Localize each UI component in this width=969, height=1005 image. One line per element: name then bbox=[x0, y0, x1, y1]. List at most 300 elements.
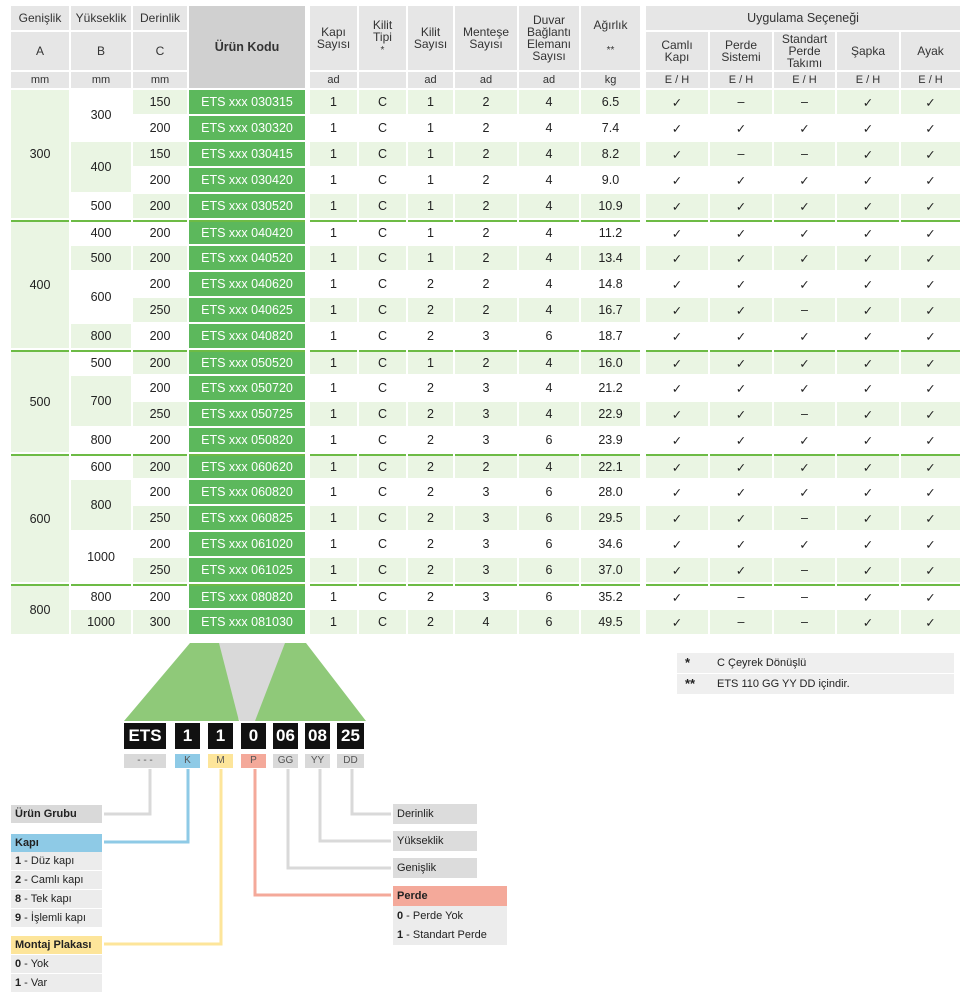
table-row bbox=[646, 298, 960, 322]
legend-item-text: Standart Perde bbox=[412, 929, 487, 941]
table-row bbox=[646, 324, 960, 348]
weight-cell: 28.0 bbox=[581, 480, 640, 504]
lock_type-cell: C bbox=[359, 298, 406, 322]
check-icon: ✓ bbox=[901, 376, 960, 400]
depth-cell: 250 bbox=[133, 402, 187, 426]
check-icon: ✓ bbox=[901, 454, 960, 478]
table-row bbox=[646, 168, 960, 192]
option-header-1 bbox=[710, 32, 772, 70]
depth-cell: 250 bbox=[133, 558, 187, 582]
hinges-cell: 2 bbox=[455, 116, 517, 140]
code-segment-label: M bbox=[208, 754, 233, 768]
check-icon: ✓ bbox=[774, 454, 835, 478]
option-unit: E / H bbox=[837, 72, 899, 88]
doors-cell: 1 bbox=[310, 246, 357, 270]
code-box-1: 1 bbox=[175, 723, 200, 749]
lock_type-cell: C bbox=[359, 350, 406, 374]
locks-cell: 1 bbox=[408, 194, 453, 218]
depth-cell: 200 bbox=[133, 272, 187, 296]
table-row bbox=[646, 376, 960, 400]
table-row bbox=[646, 402, 960, 426]
code-segment-label: P bbox=[241, 754, 266, 768]
weight-cell: 22.1 bbox=[581, 454, 640, 478]
table-row bbox=[310, 298, 640, 322]
check-icon: ✓ bbox=[710, 194, 772, 218]
legend-item-number: 1 bbox=[397, 929, 404, 941]
hinges-cell: 2 bbox=[455, 168, 517, 192]
check-icon: ✓ bbox=[901, 402, 960, 426]
doors-cell: 1 bbox=[310, 350, 357, 374]
check-icon: ✓ bbox=[646, 402, 708, 426]
doors-cell: 1 bbox=[310, 584, 357, 608]
check-icon: ✓ bbox=[901, 324, 960, 348]
locks-cell: 2 bbox=[408, 402, 453, 426]
spec-header-line: ** bbox=[606, 45, 615, 56]
check-icon: ✓ bbox=[646, 610, 708, 634]
legend-item-number: 0 bbox=[15, 958, 22, 970]
table-row bbox=[11, 220, 305, 244]
wall-cell: 4 bbox=[519, 376, 579, 400]
wall-cell: 6 bbox=[519, 324, 579, 348]
weight-cell: 21.2 bbox=[581, 376, 640, 400]
check-icon: ✓ bbox=[646, 376, 708, 400]
product-code-cell: ETS xxx 040420 bbox=[189, 220, 305, 244]
check-icon: ✓ bbox=[901, 558, 960, 582]
spec-header-line: Kilit bbox=[372, 18, 393, 32]
locks-cell: 2 bbox=[408, 506, 453, 530]
check-icon: ✓ bbox=[646, 90, 708, 114]
check-icon: ✓ bbox=[837, 220, 899, 244]
doors-cell: 1 bbox=[310, 298, 357, 322]
product-code-cell: ETS xxx 061025 bbox=[189, 558, 305, 582]
check-icon: ✓ bbox=[901, 246, 960, 270]
product-code-cell: ETS xxx 060620 bbox=[189, 454, 305, 478]
check-icon: ✓ bbox=[710, 480, 772, 504]
spec-header-line: Sayısı bbox=[469, 37, 503, 51]
check-icon: ✓ bbox=[837, 506, 899, 530]
hinges-cell: 2 bbox=[455, 194, 517, 218]
table-row bbox=[646, 428, 960, 452]
dash-icon: – bbox=[710, 610, 772, 634]
width-unit: mm bbox=[11, 72, 69, 88]
lock_type-cell: C bbox=[359, 324, 406, 348]
hinges-cell: 3 bbox=[455, 428, 517, 452]
spec-unit: kg bbox=[581, 72, 640, 88]
check-icon: ✓ bbox=[774, 376, 835, 400]
check-icon: ✓ bbox=[774, 324, 835, 348]
doors-cell: 1 bbox=[310, 480, 357, 504]
check-icon: ✓ bbox=[901, 298, 960, 322]
depth-cell: 200 bbox=[133, 584, 187, 608]
table-row bbox=[310, 116, 640, 140]
wall-cell: 6 bbox=[519, 428, 579, 452]
lock_type-cell: C bbox=[359, 610, 406, 634]
check-icon: ✓ bbox=[837, 558, 899, 582]
check-icon: ✓ bbox=[774, 220, 835, 244]
option-header-line: Takımı bbox=[786, 56, 823, 70]
doors-cell: 1 bbox=[310, 272, 357, 296]
table-row bbox=[646, 194, 960, 218]
note-text: C Çeyrek Dönüşlü bbox=[717, 657, 807, 669]
wall-cell: 4 bbox=[519, 142, 579, 166]
locks-cell: 2 bbox=[408, 480, 453, 504]
depth-cell: 200 bbox=[133, 168, 187, 192]
product-code-cell: ETS xxx 040625 bbox=[189, 298, 305, 322]
spec-header-line: Duvar bbox=[532, 13, 565, 27]
product-code-cell: ETS xxx 040620 bbox=[189, 272, 305, 296]
width-cell: 300 bbox=[11, 90, 69, 218]
code-segment-label: - - - bbox=[124, 754, 166, 768]
hinges-cell: 3 bbox=[455, 480, 517, 504]
check-icon: ✓ bbox=[901, 272, 960, 296]
check-icon: ✓ bbox=[710, 116, 772, 140]
table-row bbox=[646, 480, 960, 504]
option-unit: E / H bbox=[901, 72, 960, 88]
table-row bbox=[310, 90, 640, 114]
legend-item: 1 - Var bbox=[11, 974, 102, 992]
wall-cell: 6 bbox=[519, 610, 579, 634]
legend-item: 9 - İşlemli kapı bbox=[11, 909, 102, 927]
legend-item-text: Var bbox=[30, 977, 48, 989]
weight-cell: 37.0 bbox=[581, 558, 640, 582]
option-header-3 bbox=[837, 32, 899, 70]
check-icon: ✓ bbox=[646, 246, 708, 270]
table-row bbox=[310, 532, 640, 556]
height-cell: 1000 bbox=[71, 532, 131, 582]
legend-item-number: 9 bbox=[15, 912, 22, 924]
code-box-0: ETS bbox=[124, 723, 166, 749]
depth-cell: 150 bbox=[133, 142, 187, 166]
check-icon: ✓ bbox=[710, 324, 772, 348]
check-icon: ✓ bbox=[901, 142, 960, 166]
locks-cell: 1 bbox=[408, 350, 453, 374]
options-table bbox=[644, 4, 962, 636]
hinges-cell: 2 bbox=[455, 246, 517, 270]
depth-cell: 200 bbox=[133, 116, 187, 140]
product-code-cell: ETS xxx 030520 bbox=[189, 194, 305, 218]
legend-item-number: 8 bbox=[15, 893, 22, 905]
hinges-cell: 3 bbox=[455, 402, 517, 426]
check-icon: ✓ bbox=[837, 246, 899, 270]
lock_type-cell: C bbox=[359, 376, 406, 400]
option-header-line: Ayak bbox=[917, 44, 944, 58]
table-row bbox=[310, 350, 640, 374]
height-cell: 800 bbox=[71, 428, 131, 452]
check-icon: ✓ bbox=[774, 350, 835, 374]
code-segment-label: GG bbox=[273, 754, 298, 768]
legend-item-text: Düz kapı bbox=[30, 855, 75, 867]
height-cell: 600 bbox=[71, 272, 131, 322]
check-icon: ✓ bbox=[837, 428, 899, 452]
depth-cell: 300 bbox=[133, 610, 187, 634]
wall-cell: 4 bbox=[519, 220, 579, 244]
check-icon: ✓ bbox=[774, 272, 835, 296]
hinges-cell: 3 bbox=[455, 506, 517, 530]
check-icon: ✓ bbox=[837, 376, 899, 400]
option-header-line: Kapı bbox=[664, 50, 690, 64]
table-row bbox=[11, 90, 305, 114]
dash-icon: – bbox=[774, 584, 835, 608]
doors-cell: 1 bbox=[310, 506, 357, 530]
table-row bbox=[310, 454, 640, 478]
locks-cell: 2 bbox=[408, 610, 453, 634]
check-icon: ✓ bbox=[901, 584, 960, 608]
dash-icon: – bbox=[710, 142, 772, 166]
product-code-cell: ETS xxx 060820 bbox=[189, 480, 305, 504]
doors-cell: 1 bbox=[310, 220, 357, 244]
table-row bbox=[310, 558, 640, 582]
option-header-line: Perde bbox=[788, 44, 821, 58]
legend-item-number: 1 bbox=[15, 977, 22, 989]
connector-derinlik bbox=[352, 769, 391, 814]
table-row bbox=[646, 532, 960, 556]
spec-header-2 bbox=[408, 6, 453, 70]
weight-cell: 10.9 bbox=[581, 194, 640, 218]
spec-header-4 bbox=[519, 6, 579, 70]
option-header-4 bbox=[901, 32, 960, 70]
product-code-cell: ETS xxx 040820 bbox=[189, 324, 305, 348]
doors-cell: 1 bbox=[310, 142, 357, 166]
check-icon: ✓ bbox=[710, 350, 772, 374]
width-cell: 800 bbox=[11, 584, 69, 634]
product-code-cell: ETS xxx 060825 bbox=[189, 506, 305, 530]
lock_type-cell: C bbox=[359, 532, 406, 556]
check-icon: ✓ bbox=[901, 220, 960, 244]
wall-cell: 4 bbox=[519, 90, 579, 114]
product-code-cell: ETS xxx 081030 bbox=[189, 610, 305, 634]
legend-height: Yükseklik bbox=[393, 831, 477, 851]
doors-cell: 1 bbox=[310, 90, 357, 114]
width-header: Genişlik bbox=[11, 6, 69, 30]
hinges-cell: 2 bbox=[455, 298, 517, 322]
locks-cell: 1 bbox=[408, 246, 453, 270]
doors-cell: 1 bbox=[310, 454, 357, 478]
table-row bbox=[646, 610, 960, 634]
depth-letter: C bbox=[133, 32, 187, 70]
option-header-0 bbox=[646, 32, 708, 70]
height-letter: B bbox=[71, 32, 131, 70]
table-row bbox=[646, 350, 960, 374]
check-icon: ✓ bbox=[710, 454, 772, 478]
weight-cell: 23.9 bbox=[581, 428, 640, 452]
lock_type-cell: C bbox=[359, 454, 406, 478]
depth-cell: 200 bbox=[133, 454, 187, 478]
product-code-cell: ETS xxx 050520 bbox=[189, 350, 305, 374]
lock_type-cell: C bbox=[359, 168, 406, 192]
table-row bbox=[646, 142, 960, 166]
lock_type-cell: C bbox=[359, 90, 406, 114]
weight-cell: 22.9 bbox=[581, 402, 640, 426]
check-icon: ✓ bbox=[837, 454, 899, 478]
table-row bbox=[310, 324, 640, 348]
spec-unit: ad bbox=[519, 72, 579, 88]
legend-item-number: 0 bbox=[397, 910, 404, 922]
check-icon: ✓ bbox=[646, 298, 708, 322]
locks-cell: 2 bbox=[408, 272, 453, 296]
spec-header-3 bbox=[455, 6, 517, 70]
code-box-5: 08 bbox=[305, 723, 330, 749]
lock_type-cell: C bbox=[359, 480, 406, 504]
check-icon: ✓ bbox=[774, 428, 835, 452]
legend-item: 8 - Tek kapı bbox=[11, 890, 102, 908]
note-ets-110 bbox=[677, 674, 954, 694]
table-row bbox=[310, 376, 640, 400]
weight-cell: 18.7 bbox=[581, 324, 640, 348]
connector-genislik bbox=[288, 769, 391, 868]
locks-cell: 2 bbox=[408, 532, 453, 556]
width-cell: 500 bbox=[11, 350, 69, 452]
weight-cell: 8.2 bbox=[581, 142, 640, 166]
check-icon: ✓ bbox=[774, 532, 835, 556]
legend-item: 2 - Camlı kapı bbox=[11, 871, 102, 889]
check-icon: ✓ bbox=[646, 532, 708, 556]
legend-item: 1 - Düz kapı bbox=[11, 852, 102, 870]
spec-header-1 bbox=[359, 6, 406, 70]
weight-cell: 34.6 bbox=[581, 532, 640, 556]
check-icon: ✓ bbox=[646, 454, 708, 478]
product-code-cell: ETS xxx 050820 bbox=[189, 428, 305, 452]
doors-cell: 1 bbox=[310, 376, 357, 400]
dash-icon: – bbox=[710, 90, 772, 114]
table-row bbox=[11, 350, 305, 374]
check-icon: ✓ bbox=[774, 168, 835, 192]
lock_type-cell: C bbox=[359, 220, 406, 244]
code-box-6: 25 bbox=[337, 723, 364, 749]
product-code-cell: ETS xxx 080820 bbox=[189, 584, 305, 608]
check-icon: ✓ bbox=[901, 116, 960, 140]
wall-cell: 6 bbox=[519, 506, 579, 530]
locks-cell: 1 bbox=[408, 116, 453, 140]
hinges-cell: 3 bbox=[455, 376, 517, 400]
legend-item-number: 1 bbox=[15, 855, 22, 867]
locks-cell: 1 bbox=[408, 142, 453, 166]
spec-header-line: Kapı bbox=[321, 25, 346, 39]
check-icon: ✓ bbox=[837, 480, 899, 504]
doors-cell: 1 bbox=[310, 168, 357, 192]
locks-cell: 2 bbox=[408, 428, 453, 452]
depth-cell: 200 bbox=[133, 480, 187, 504]
table-row bbox=[310, 142, 640, 166]
wall-cell: 4 bbox=[519, 298, 579, 322]
table-row bbox=[310, 480, 640, 504]
doors-cell: 1 bbox=[310, 610, 357, 634]
height-cell: 500 bbox=[71, 246, 131, 270]
depth-cell: 150 bbox=[133, 90, 187, 114]
dash-icon: – bbox=[774, 506, 835, 530]
lock_type-cell: C bbox=[359, 584, 406, 608]
wall-cell: 4 bbox=[519, 402, 579, 426]
option-header-2 bbox=[774, 32, 835, 70]
lock_type-cell: C bbox=[359, 402, 406, 426]
height-cell: 800 bbox=[71, 324, 131, 348]
spec-header-0 bbox=[310, 6, 357, 70]
lock_type-cell: C bbox=[359, 506, 406, 530]
note-text: ETS 110 GG YY DD içindir. bbox=[717, 678, 850, 690]
check-icon: ✓ bbox=[710, 220, 772, 244]
spec-header-5 bbox=[581, 6, 640, 70]
height-cell: 600 bbox=[71, 454, 131, 478]
table-row bbox=[310, 194, 640, 218]
dash-icon: – bbox=[774, 402, 835, 426]
legend-perde-title: Perde bbox=[393, 886, 507, 906]
product-code-cell: ETS xxx 030315 bbox=[189, 90, 305, 114]
weight-cell: 9.0 bbox=[581, 168, 640, 192]
spec-unit: ad bbox=[408, 72, 453, 88]
locks-cell: 2 bbox=[408, 584, 453, 608]
option-unit: E / H bbox=[710, 72, 772, 88]
doors-cell: 1 bbox=[310, 324, 357, 348]
height-cell: 800 bbox=[71, 480, 131, 530]
depth-cell: 200 bbox=[133, 246, 187, 270]
check-icon: ✓ bbox=[901, 90, 960, 114]
option-header-line: Sistemi bbox=[721, 50, 761, 64]
check-icon: ✓ bbox=[646, 168, 708, 192]
spec-header-line: * bbox=[380, 45, 385, 56]
code-segment-label: DD bbox=[337, 754, 364, 768]
dash-icon: – bbox=[774, 610, 835, 634]
connector-kapi bbox=[104, 769, 188, 842]
check-icon: ✓ bbox=[710, 532, 772, 556]
dimensions-table bbox=[9, 4, 307, 636]
depth-cell: 250 bbox=[133, 298, 187, 322]
check-icon: ✓ bbox=[837, 324, 899, 348]
height-cell: 400 bbox=[71, 142, 131, 192]
doors-cell: 1 bbox=[310, 428, 357, 452]
locks-cell: 2 bbox=[408, 454, 453, 478]
locks-cell: 1 bbox=[408, 168, 453, 192]
locks-cell: 2 bbox=[408, 558, 453, 582]
weight-cell: 7.4 bbox=[581, 116, 640, 140]
locks-cell: 2 bbox=[408, 376, 453, 400]
wall-cell: 4 bbox=[519, 168, 579, 192]
legend-item-text: İşlemli kapı bbox=[30, 912, 86, 924]
wall-cell: 4 bbox=[519, 272, 579, 296]
depth-cell: 200 bbox=[133, 428, 187, 452]
wall-cell: 4 bbox=[519, 350, 579, 374]
check-icon: ✓ bbox=[901, 480, 960, 504]
check-icon: ✓ bbox=[901, 428, 960, 452]
spec-unit: ad bbox=[310, 72, 357, 88]
lock_type-cell: C bbox=[359, 194, 406, 218]
connector-yukseklik bbox=[320, 769, 391, 841]
table-row bbox=[310, 428, 640, 452]
options-title: Uygulama Seçeneği bbox=[646, 6, 960, 30]
spec-header-line: Menteşe bbox=[462, 25, 510, 39]
legend-item-text: Yok bbox=[30, 958, 49, 970]
product-code-cell: ETS xxx 050725 bbox=[189, 402, 305, 426]
check-icon: ✓ bbox=[646, 350, 708, 374]
funnel-gray bbox=[190, 643, 306, 721]
product-code-header: Ürün Kodu bbox=[189, 6, 305, 88]
check-icon: ✓ bbox=[646, 584, 708, 608]
height-cell: 500 bbox=[71, 194, 131, 218]
check-icon: ✓ bbox=[837, 350, 899, 374]
lock_type-cell: C bbox=[359, 428, 406, 452]
code-segment-label: YY bbox=[305, 754, 330, 768]
depth-cell: 200 bbox=[133, 376, 187, 400]
dash-icon: – bbox=[774, 90, 835, 114]
check-icon: ✓ bbox=[837, 194, 899, 218]
wall-cell: 4 bbox=[519, 246, 579, 270]
height-header: Yükseklik bbox=[71, 6, 131, 30]
legend-item: 0 - Yok bbox=[11, 955, 102, 973]
legend-product-group: Ürün Grubu bbox=[11, 805, 102, 823]
wall-cell: 6 bbox=[519, 532, 579, 556]
wall-cell: 4 bbox=[519, 116, 579, 140]
depth-unit: mm bbox=[133, 72, 187, 88]
check-icon: ✓ bbox=[837, 272, 899, 296]
check-icon: ✓ bbox=[774, 194, 835, 218]
